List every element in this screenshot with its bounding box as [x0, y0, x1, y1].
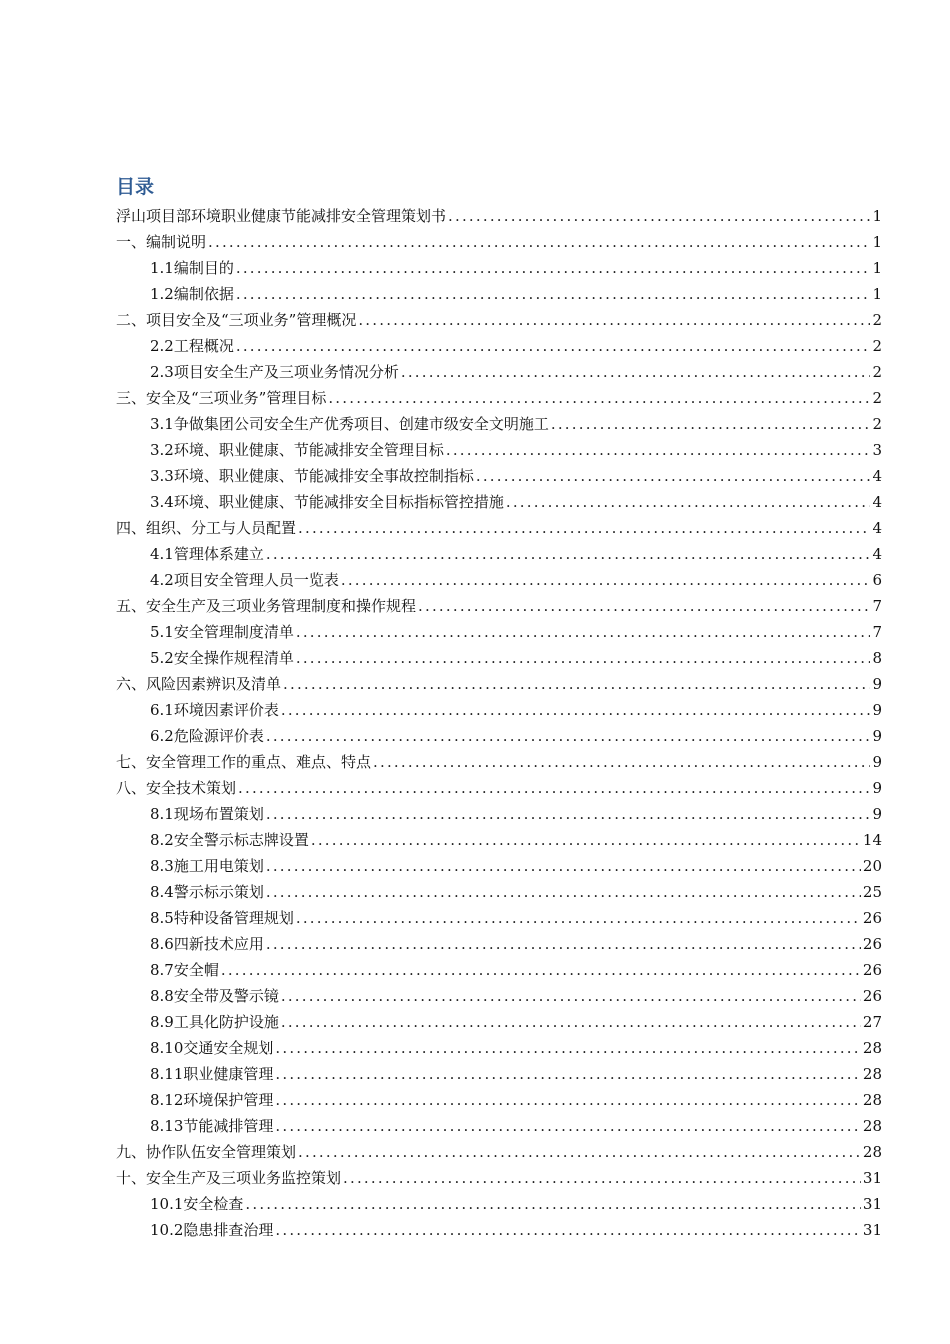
toc-entry-text: 2.2工程概况	[150, 337, 234, 355]
toc-page-number: 6	[872, 571, 882, 589]
toc-leader-dots	[236, 281, 871, 307]
toc-entry[interactable]	[0, 671, 950, 697]
toc-entry-text: 3.2环境、职业健康、节能减排安全管理目标	[150, 441, 444, 459]
toc-leader-dots	[266, 723, 871, 749]
toc-entry[interactable]	[0, 1035, 950, 1061]
toc-leader-dots	[298, 1139, 861, 1165]
toc-entry-text: 3.3环境、职业健康、节能减排安全事故控制指标	[150, 467, 474, 485]
toc-leader-dots	[373, 749, 870, 775]
toc-page-number: 9	[872, 753, 882, 771]
toc-page-number: 25	[862, 883, 882, 901]
toc-entry[interactable]	[0, 1191, 950, 1217]
toc-entry[interactable]	[0, 775, 950, 801]
toc-entry[interactable]	[0, 749, 950, 775]
toc-entry-text: 1.1编制目的	[150, 259, 234, 277]
toc-leader-dots	[266, 541, 871, 567]
toc-entry[interactable]	[0, 359, 950, 385]
toc-leader-dots	[281, 1009, 861, 1035]
toc-entry-text: 浮山项目部环境职业健康节能减排安全管理策划书	[116, 207, 447, 225]
toc-entry-text: 6.2危险源评价表	[150, 727, 264, 745]
toc-leader-dots	[448, 203, 870, 229]
toc-leader-dots	[418, 593, 870, 619]
toc-leader-dots	[275, 1113, 861, 1139]
toc-entry-text: 七、安全管理工作的重点、难点、特点	[116, 753, 372, 771]
toc-entry[interactable]	[0, 1113, 950, 1139]
toc-entry[interactable]	[0, 489, 950, 515]
toc-page-number: 8	[872, 649, 882, 667]
toc-leader-dots	[296, 645, 871, 671]
toc-leader-dots	[238, 775, 870, 801]
toc-entry-text: 二、项目安全及“三项业务”管理概况	[116, 311, 357, 329]
toc-leader-dots	[343, 1165, 861, 1191]
toc-entry-text: 8.6四新技术应用	[150, 935, 264, 953]
toc-leader-dots	[298, 515, 870, 541]
toc-entry-text: 4.2项目安全管理人员一览表	[150, 571, 339, 589]
toc-page-number: 28	[862, 1143, 882, 1161]
toc-entry[interactable]	[0, 385, 950, 411]
toc-entry[interactable]	[0, 593, 950, 619]
toc-entry-text: 六、风险因素辨识及清单	[116, 675, 282, 693]
toc-leader-dots	[311, 827, 861, 853]
toc-page-number: 31	[862, 1195, 882, 1213]
toc-entry-text: 8.8安全带及警示镜	[150, 987, 279, 1005]
toc-entry[interactable]	[0, 567, 950, 593]
toc-entry[interactable]	[0, 463, 950, 489]
toc-entry-text: 8.5特种设备管理规划	[150, 909, 294, 927]
toc-entry-text: 10.2隐患排查治理	[150, 1221, 274, 1239]
toc-entry[interactable]	[0, 1009, 950, 1035]
toc-entry[interactable]	[0, 1139, 950, 1165]
toc-page-number: 2	[872, 363, 882, 381]
toc-leader-dots	[266, 853, 861, 879]
toc-page-number: 4	[872, 467, 882, 485]
toc-leader-dots	[236, 255, 871, 281]
toc-entry-text: 10.1安全检查	[150, 1195, 244, 1213]
toc-entry[interactable]	[0, 1087, 950, 1113]
toc-page-number: 27	[862, 1013, 882, 1031]
toc-entry[interactable]	[0, 697, 950, 723]
toc-leader-dots	[506, 489, 871, 515]
toc-leader-dots	[358, 307, 870, 333]
toc-entry[interactable]	[0, 281, 950, 307]
toc-entry-text: 5.2安全操作规程清单	[150, 649, 294, 667]
toc-page-number: 4	[872, 545, 882, 563]
toc-entry-text: 8.7安全帽	[150, 961, 219, 979]
toc-page-number: 9	[872, 779, 882, 797]
toc-entry[interactable]	[0, 411, 950, 437]
toc-page-number: 28	[862, 1039, 882, 1057]
toc-entry[interactable]	[0, 515, 950, 541]
toc-page-number: 9	[872, 701, 882, 719]
toc-entry-text: 8.12环境保护管理	[150, 1091, 274, 1109]
toc-entry-text: 8.4警示标示策划	[150, 883, 264, 901]
toc-leader-dots	[476, 463, 871, 489]
toc-list	[0, 203, 950, 1243]
toc-entry-text: 3.1争做集团公司安全生产优秀项目、创建市级安全文明施工	[150, 415, 549, 433]
toc-entry-text: 3.4环境、职业健康、节能减排安全目标指标管控措施	[150, 493, 504, 511]
toc-leader-dots	[328, 385, 870, 411]
toc-leader-dots	[341, 567, 871, 593]
toc-page-number: 2	[872, 337, 882, 355]
toc-entry-text: 一、编制说明	[116, 233, 207, 251]
toc-page-number: 26	[862, 935, 882, 953]
toc-entry[interactable]	[0, 983, 950, 1009]
toc-page-number: 31	[862, 1169, 882, 1187]
toc-leader-dots	[281, 983, 861, 1009]
toc-page-number: 26	[862, 961, 882, 979]
toc-leader-dots	[551, 411, 871, 437]
toc-leader-dots	[401, 359, 871, 385]
toc-leader-dots	[236, 333, 871, 359]
toc-page-number: 1	[872, 259, 882, 277]
toc-entry[interactable]	[0, 255, 950, 281]
toc-page-number: 2	[872, 415, 882, 433]
toc-page-number: 9	[872, 805, 882, 823]
toc-entry[interactable]	[0, 645, 950, 671]
toc-leader-dots	[245, 1191, 861, 1217]
toc-page-number: 1	[872, 207, 882, 225]
toc-entry[interactable]	[0, 853, 950, 879]
toc-entry-text: 九、协作队伍安全管理策划	[116, 1143, 297, 1161]
toc-leader-dots	[208, 229, 870, 255]
toc-leader-dots	[275, 1061, 861, 1087]
toc-entry-text: 8.2安全警示标志牌设置	[150, 831, 309, 849]
toc-page-number: 14	[862, 831, 882, 849]
toc-entry[interactable]	[0, 801, 950, 827]
toc-entry-text: 五、安全生产及三项业务管理制度和操作规程	[116, 597, 417, 615]
toc-page-number: 28	[862, 1091, 882, 1109]
toc-page-number: 7	[872, 597, 882, 615]
toc-entry-text: 三、安全及“三项业务”管理目标	[116, 389, 327, 407]
toc-page-number: 9	[872, 727, 882, 745]
toc-entry-text: 8.1现场布置策划	[150, 805, 264, 823]
toc-leader-dots	[281, 697, 871, 723]
toc-entry-text: 十、安全生产及三项业务监控策划	[116, 1169, 342, 1187]
toc-entry-text: 8.9工具化防护设施	[150, 1013, 279, 1031]
toc-entry[interactable]	[0, 541, 950, 567]
toc-entry[interactable]	[0, 229, 950, 255]
toc-entry[interactable]	[0, 333, 950, 359]
toc-entry-text: 八、安全技术策划	[116, 779, 237, 797]
toc-entry-text: 8.10交通安全规划	[150, 1039, 274, 1057]
toc-entry-text: 4.1管理体系建立	[150, 545, 264, 563]
toc-leader-dots	[266, 931, 861, 957]
toc-page-number: 9	[872, 675, 882, 693]
toc-entry[interactable]	[0, 905, 950, 931]
toc-page-number: 4	[872, 519, 882, 537]
toc-page-number: 31	[862, 1221, 882, 1239]
toc-entry[interactable]	[0, 203, 950, 229]
toc-entry[interactable]	[0, 931, 950, 957]
toc-leader-dots	[221, 957, 861, 983]
toc-entry-text: 5.1安全管理制度清单	[150, 623, 294, 641]
toc-page-number: 2	[872, 389, 882, 407]
toc-leader-dots	[275, 1217, 861, 1243]
toc-page-number: 26	[862, 987, 882, 1005]
toc-entry-text: 6.1环境因素评价表	[150, 701, 279, 719]
toc-leader-dots	[296, 619, 871, 645]
toc-entry[interactable]	[0, 619, 950, 645]
toc-entry[interactable]	[0, 437, 950, 463]
toc-page-number: 2	[872, 311, 882, 329]
toc-page-number: 7	[872, 623, 882, 641]
toc-leader-dots	[266, 801, 871, 827]
toc-page-number: 3	[872, 441, 882, 459]
toc-page-number: 4	[872, 493, 882, 511]
toc-entry[interactable]	[0, 307, 950, 333]
toc-leader-dots	[283, 671, 870, 697]
toc-page-number: 28	[862, 1065, 882, 1083]
toc-page-number: 20	[862, 857, 882, 875]
toc-leader-dots	[446, 437, 871, 463]
toc-entry-text: 8.13节能减排管理	[150, 1117, 274, 1135]
toc-title: 目录	[116, 176, 155, 198]
toc-entry[interactable]	[0, 1061, 950, 1087]
toc-leader-dots	[275, 1035, 861, 1061]
toc-entry-text: 1.2编制依据	[150, 285, 234, 303]
toc-entry[interactable]	[0, 1217, 950, 1243]
toc-leader-dots	[275, 1087, 861, 1113]
toc-entry-text: 8.11职业健康管理	[150, 1065, 274, 1083]
toc-entry-text: 2.3项目安全生产及三项业务情况分析	[150, 363, 399, 381]
toc-page-number: 28	[862, 1117, 882, 1135]
toc-entry-text: 8.3施工用电策划	[150, 857, 264, 875]
toc-entry-text: 四、组织、分工与人员配置	[116, 519, 297, 537]
toc-page-number: 1	[872, 285, 882, 303]
toc-entry[interactable]	[0, 723, 950, 749]
toc-entry[interactable]	[0, 1165, 950, 1191]
toc-entry[interactable]	[0, 827, 950, 853]
toc-page-number: 1	[872, 233, 882, 251]
toc-entry[interactable]	[0, 879, 950, 905]
toc-page-number: 26	[862, 909, 882, 927]
toc-leader-dots	[296, 905, 861, 931]
toc-entry[interactable]	[0, 957, 950, 983]
toc-leader-dots	[266, 879, 861, 905]
